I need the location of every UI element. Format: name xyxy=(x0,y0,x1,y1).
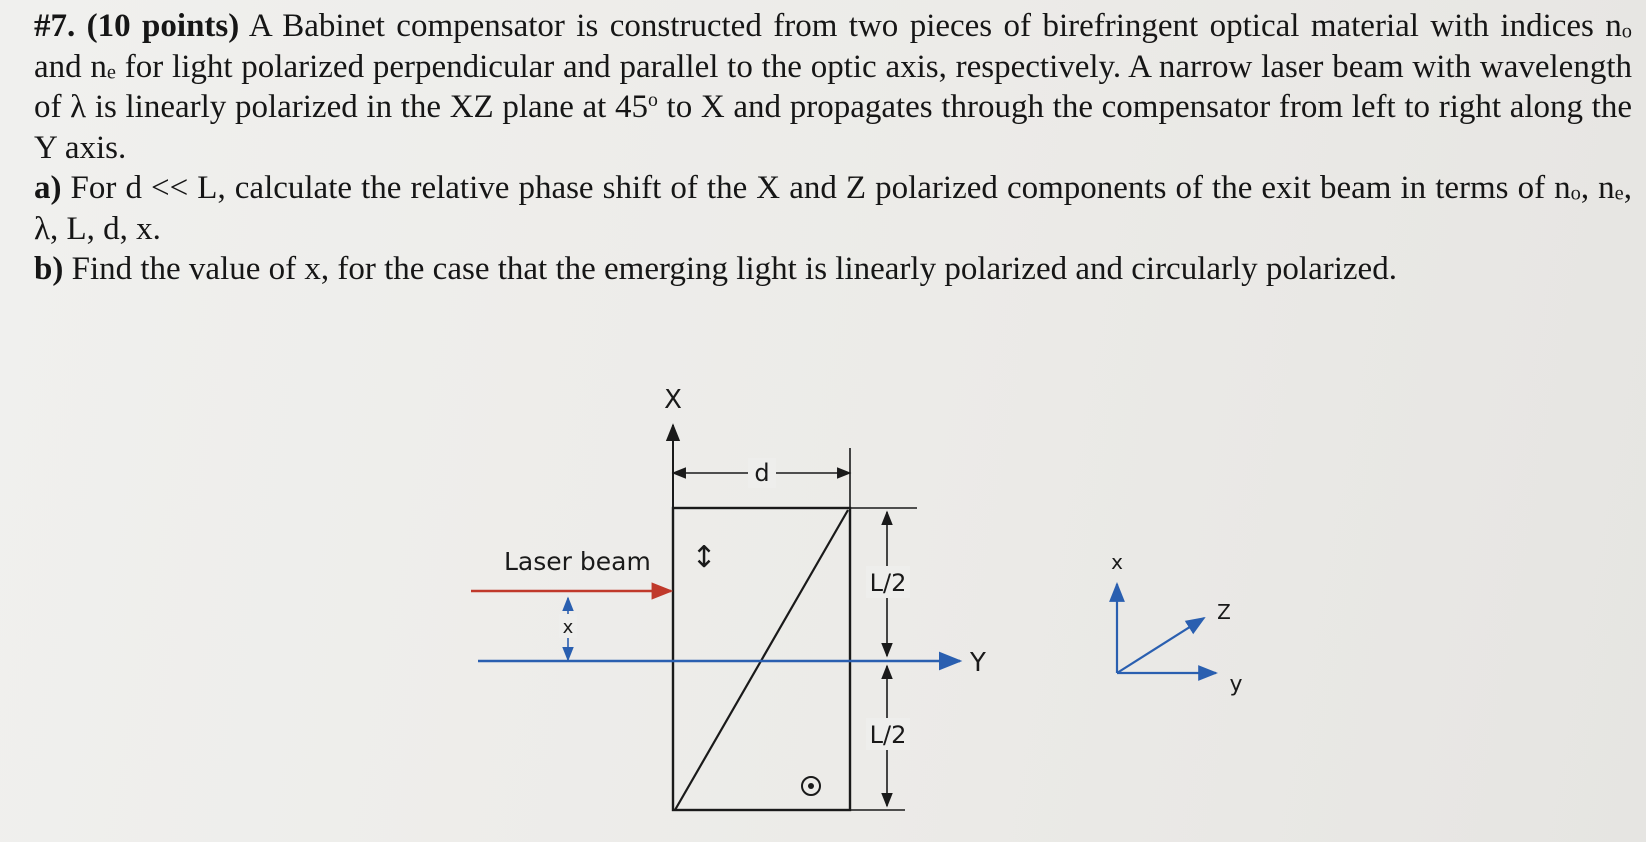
intro-and: and n xyxy=(34,48,107,85)
laser-beam-label: Laser beam xyxy=(504,547,651,576)
intro-text-3: to X and propagates through the compensator from left to right along the Y axis. xyxy=(34,89,1632,166)
lower-half-label: L/2 xyxy=(869,721,907,749)
part-b-text: Find the value of x, for the case that the emerging light is linearly polarized and circularly polarized. xyxy=(63,251,1397,287)
part-a-label: a) xyxy=(34,170,62,206)
part-b-label: b) xyxy=(34,251,64,287)
x-offset-label: x xyxy=(562,617,574,638)
optic-axis-out-of-page-dot xyxy=(808,783,814,789)
optic-axis-vertical-symbol: ↕ xyxy=(691,540,717,575)
part-a-text-2: , λ, L, d, x. xyxy=(34,170,1632,247)
triad-y-label: y xyxy=(1229,672,1243,697)
x-axis-label: X xyxy=(664,385,682,415)
triad-x-label: x xyxy=(1111,550,1123,574)
intro-text-2: for light polarized perpendicular and parallel to the optic axis, respectively. A narrow laser beam with wavelength of λ is linearly polarized in the XZ plane at 45 xyxy=(34,48,1632,125)
subscript-o: o xyxy=(1621,20,1632,43)
intro-text-1: A Babinet compensator is constructed from two pieces of birefringent optical material with indices n xyxy=(239,8,1622,44)
part-a-subscript-o: o xyxy=(1570,182,1581,205)
triad-z-axis xyxy=(1117,618,1204,673)
upper-half-label: L/2 xyxy=(869,569,907,597)
subscript-e: e xyxy=(106,61,116,84)
part-a-comma: , n xyxy=(1580,170,1615,206)
part-a-subscript-e: e xyxy=(1614,182,1624,205)
problem-number: #7. xyxy=(34,8,76,44)
part-a-text-1: For d << L, calculate the relative phase shift of the X and Z polarized components of the exit beam in terms of n xyxy=(61,170,1571,206)
triad-z-label: Z xyxy=(1217,600,1231,624)
d-label: d xyxy=(754,459,770,487)
degree-mark: o xyxy=(648,89,658,112)
problem-points: (10 points) xyxy=(86,8,240,44)
y-axis-label: Y xyxy=(970,648,986,678)
